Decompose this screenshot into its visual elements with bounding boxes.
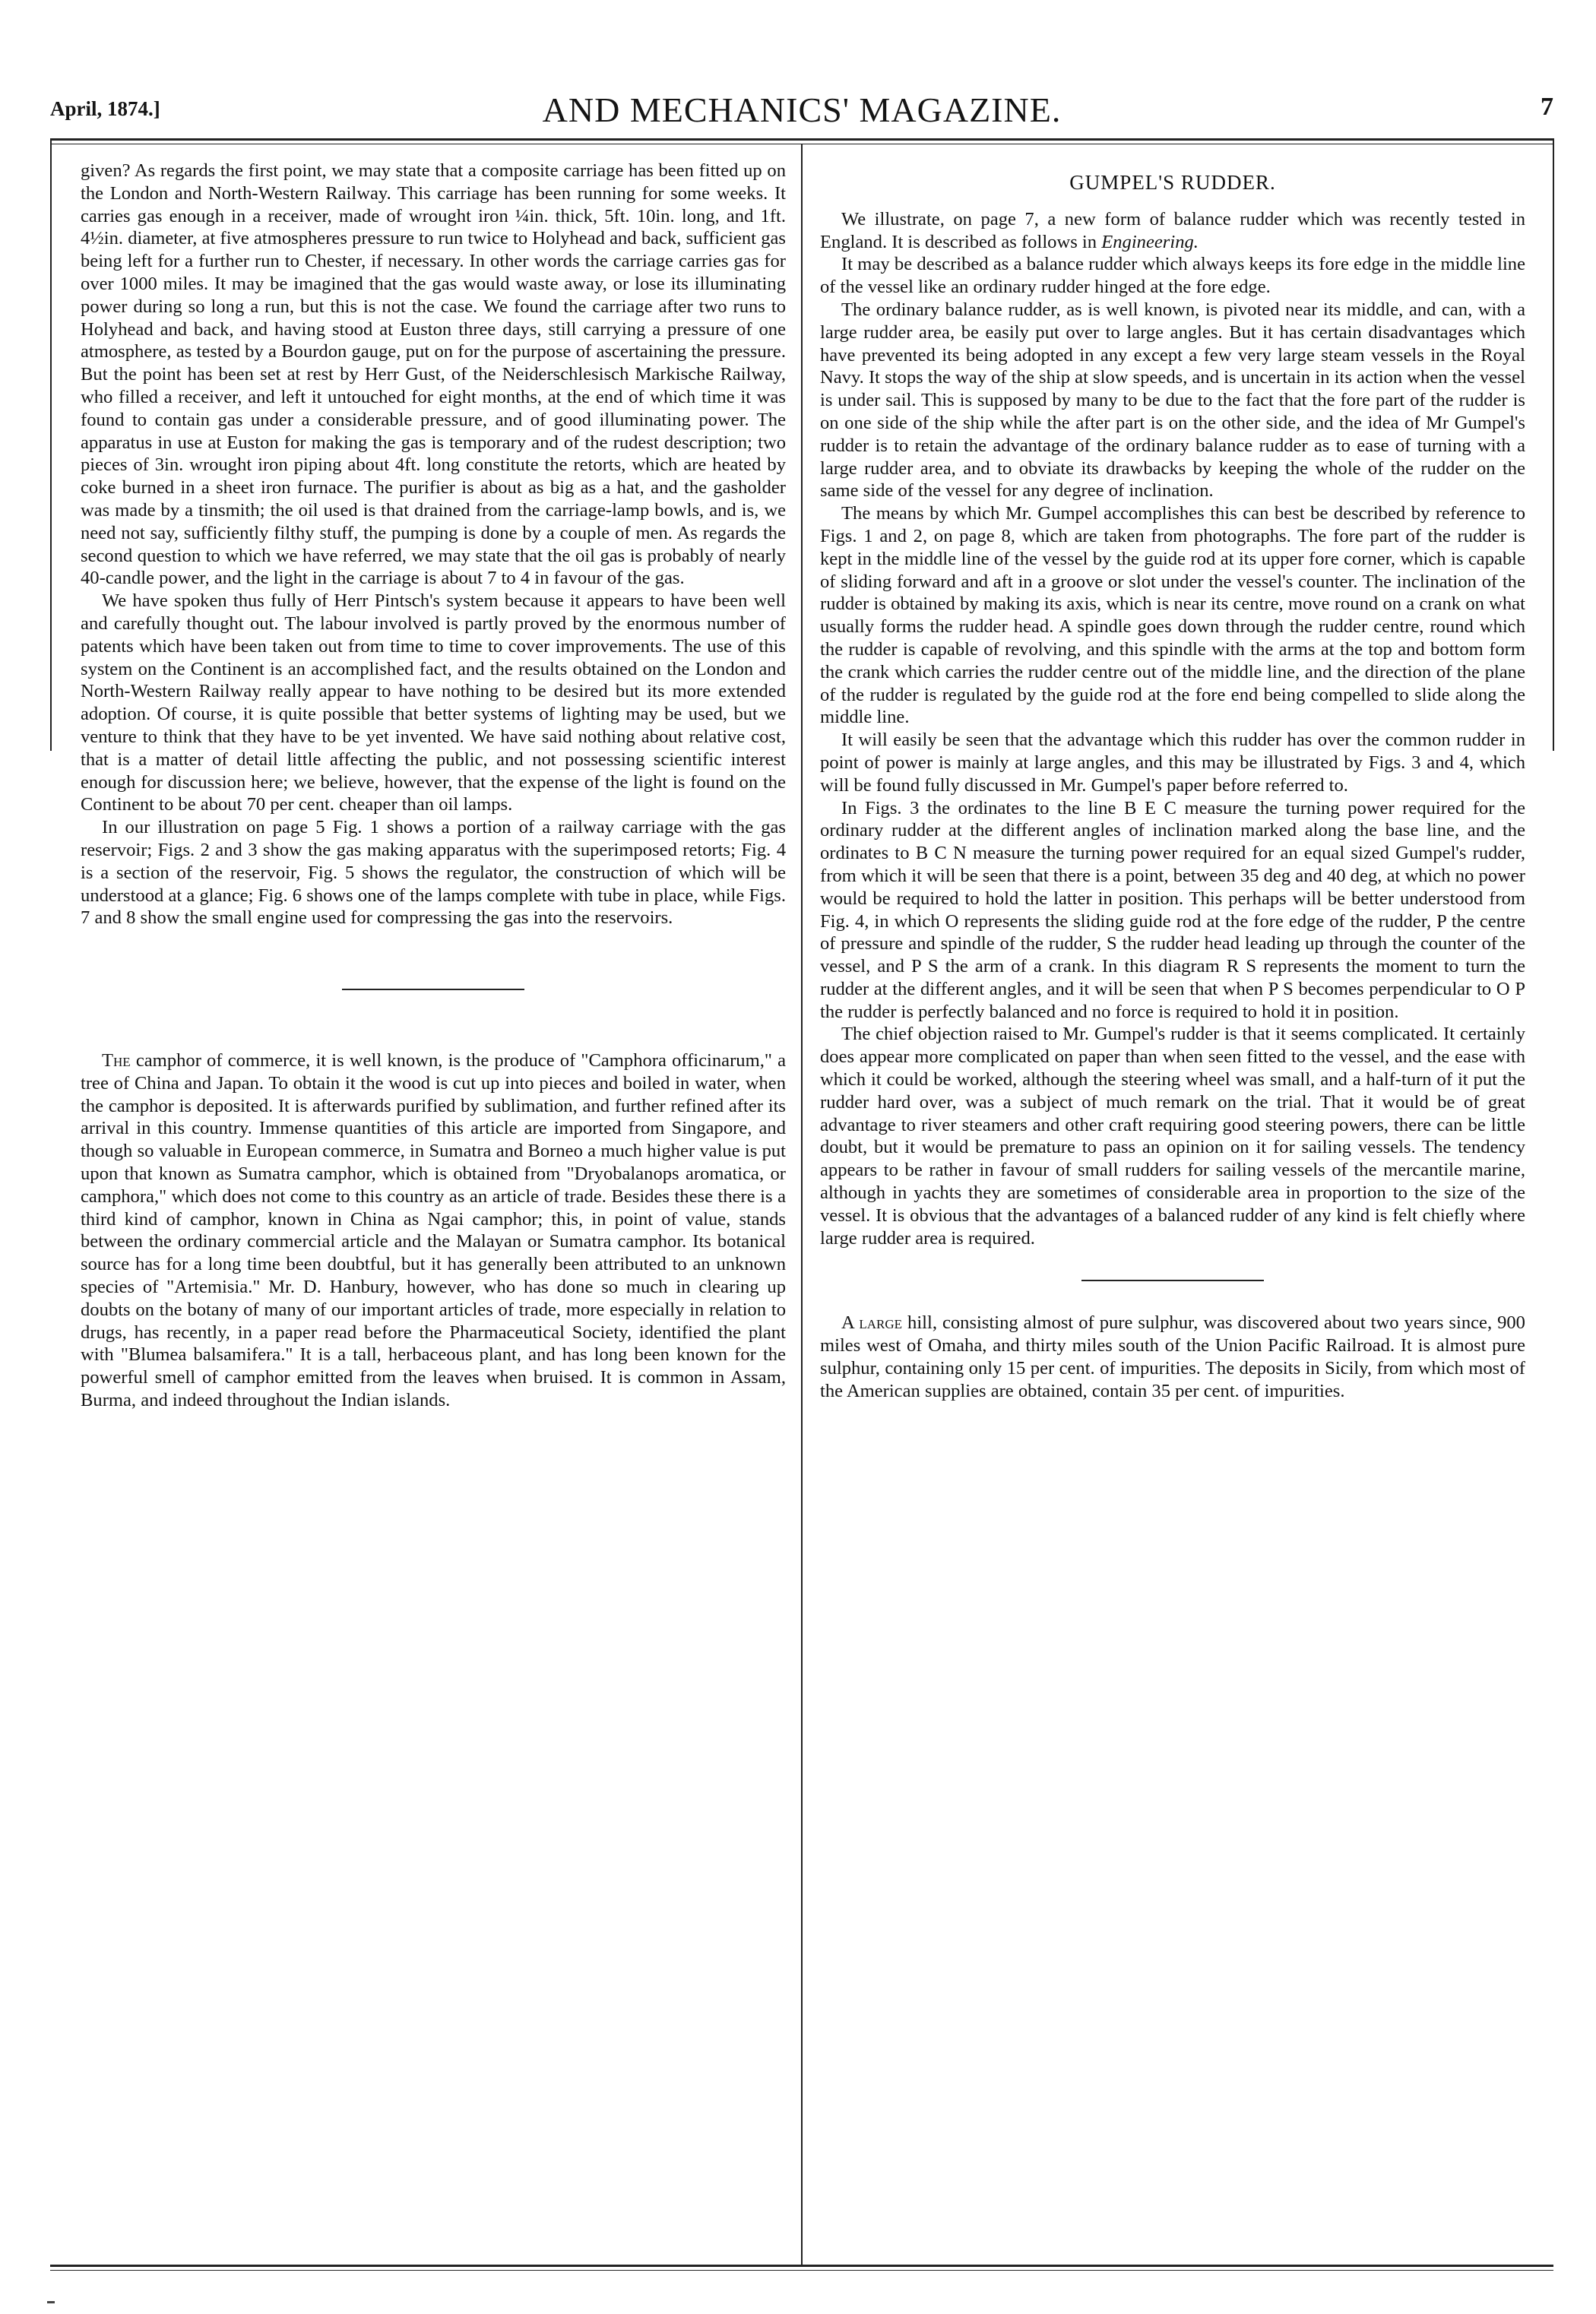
issue-date: April, 1874.] bbox=[50, 97, 160, 120]
article-camphor bbox=[81, 1049, 786, 1412]
article-gumpels-rudder bbox=[820, 172, 1525, 1249]
header-rule bbox=[50, 138, 1553, 141]
paragraph: In our illustration on page 5 Fig. 1 shows a portion of a railway carriage with the gas reservoir; Figs. 2 and 3 show the gas making apparatus with the superimposed retorts; Fig. 4 is a section of the reservoir, Fig. 5 shows the regulator, the construction of which will be understood at a glance; Fig. 6 shows one of the lamps complete with tube in place, while Figs. 7 and 8 show the small engine used for compressing the gas into the reservoirs. bbox=[81, 817, 786, 929]
footer-rule bbox=[50, 2265, 1553, 2267]
page-number: 7 bbox=[1541, 93, 1553, 121]
paragraph: The ordinary balance rudder, as is well known, is pivoted near its middle, and can, with a large rudder area, be easily put over to large angles. But it has certain disadvantages which have prevented its being adopted in any except a few very large steam vessels in the Royal Navy. It stops the way of the ship at slow speeds, and is uncertain in its action when the vessel is under sail. This is supposed by many to be due to the fact that the fore part of the rudder is on one side of the ship while the after part is on the other side, and the idea of Mr Gumpel's rudder is to retain the advantage of the ordinary balance rudder as to ease of turning with a large rudder area, and to obviate its drawbacks by keeping the whole of the rudder on the same side of the vessel for any degree of inclination. bbox=[820, 299, 1525, 502]
article-sulphur-hill bbox=[820, 1312, 1525, 1402]
left-column bbox=[81, 160, 786, 1412]
article-heading: GUMPEL'S RUDDER. bbox=[1069, 171, 1276, 194]
paragraph: The means by which Mr. Gumpel accomplishes this can best be described by reference to Figs. 1 and 2, on page 8, which are taken from photographs. The fore part of the rudder is kept in the middle line of the vessel by the guide rod at its upper fore corner, which is capable of sliding forward and aft in a groove or slot under the vessel's counter. The inclination of the rudder is obtained by making its axis, which is near its centre, move round on a crank on what usually forms the rudder head. A spindle goes down through the rudder centre, round which the rudder is capable of revolving, and this spindle with the arms at the top and bottom form the crank which carries the rudder centre out of the middle line, and the direction of the plane of the rudder is regulated by the guide rod at the fore end being compelled to slide along the middle line. bbox=[820, 503, 1525, 728]
article-separator bbox=[342, 989, 524, 990]
paragraph-text: We illustrate, on page 7, a new form of balance rudder which was recently tested in England. It is described as follows in bbox=[820, 208, 1525, 252]
paragraph bbox=[820, 208, 1525, 254]
footer-rule-thin bbox=[50, 2270, 1553, 2271]
right-border-rule bbox=[1553, 138, 1554, 751]
print-mark bbox=[47, 2301, 55, 2303]
magazine-title: AND MECHANICS' MAGAZINE. bbox=[542, 90, 1062, 129]
paragraph-text: hill, consisting almost of pure sulphur, was discovered about two years since, 900 miles west of Omaha, and thirty miles south of the Union Pacific Railroad. It is almost pure sulphur, containing only 15 per cent. of impurities. The deposits in Sicily, from which most of the American supplies are obtained, contain 35 per cent. of impurities. bbox=[820, 1312, 1525, 1401]
paragraph: It may be described as a balance rudder which always keeps its fore edge in the middle line of the vessel like an ordinary rudder hinged at the fore edge. bbox=[820, 254, 1525, 298]
right-column bbox=[820, 160, 1525, 1403]
paragraph: The chief objection raised to Mr. Gumpel's rudder is that it seems complicated. It certainly does appear more complicated on paper than when seen fitted to the vessel, and the ease with which it could be worked, although the steering wheel was small, and a half-turn of it put the rudder hard over, was a subject of much remark on the trial. That it would be of great advantage to river steamers and other craft requiring good steering powers, there can be little doubt, but it would be premature to pass an opinion on it for sailing vessels. The tendency appears to be rather in favour of small rudders for sailing vessels of the mercantile marine, although in yachts they are sometimes of considerable area in proportion to the size of the vessel. It is obvious that the advantages of a balanced rudder of any kind is felt chiefly where large rudder area is required. bbox=[820, 1024, 1525, 1249]
page-header bbox=[50, 90, 1553, 135]
lead-word: The bbox=[102, 1050, 131, 1072]
paragraph-text: camphor of commerce, it is well known, is the produce of "Camphora officinarum," a tree of China and Japan. To obtain it the wood is cut up into pieces and boiled in water, when the camphor is deposited. It is afterwards purified by sublimation, and further refined after its arrival in this country. Immense quantities of this article are imported from Singapore, and though so valuable in European commerce, in Sumatra and Borneo a much higher value is put upon that known as Sumatra camphor, which is obtained from "Dryobalanops aromatica, or camphora," which does not come to this country as an article of trade. Besides these there is a third kind of camphor, known in China as Ngai camphor; this, in point of value, stands between the ordinary commercial article and the Malayan or Sumatra camphor. Its botanical source has for a long time been doubtful, but it has generally been attributed to an unknown species of "Artemisia." Mr. D. Hanbury, however, who has done so much in clearing up doubts on the botany of many of our important articles of trade, more especially in relation to drugs, has recently, in a paper read before the Pharmaceutical Society, identified the plant with "Blumea balsamifera." It is a tall, herbaceous plant, and has long been known for the powerful smell of camphor emitted from the leaves when bruised. It is common in Assam, Burma, and indeed throughout the Indian islands. bbox=[81, 1050, 786, 1411]
paragraph: We have spoken thus fully of Herr Pintsch's system because it appears to have been well and carefully thought out. The labour involved is partly proved by the enormous number of patents which have been taken out from time to time to cover improvements. The use of this system on the Continent is an accomplished fact, and the results obtained on the London and North-Western Railway really appear to have nothing to be desired but its more extended adoption. Of course, it is quite possible that better systems of lighting may be used, but we venture to think that they have to be yet invented. We have said nothing about relative cost, that is a matter of detail little affecting the public, and not possessing scientific interest enough for discussion here; we believe, however, that the expense of the light is found on the Continent to be about 70 per cent. cheaper than oil lamps. bbox=[81, 590, 786, 815]
article-separator bbox=[1081, 1280, 1264, 1281]
lead-word: A large bbox=[841, 1312, 903, 1334]
column-divider bbox=[801, 144, 803, 2265]
source-name: Engineering. bbox=[1101, 231, 1199, 252]
left-border-rule bbox=[50, 138, 52, 751]
paragraph: In Figs. 3 the ordinates to the line B E C measure the turning power required for the ordinary rudder at the different angles of inclination marked along the base line, and the ordinates to B C N measure the turning power required for an equal sized Gumpel's rudder, from which it will be seen that there is a point, between 35 deg and 40 deg, at which no power would be required to hold the latter in position. This perhaps will be better understood from Fig. 4, in which O represents the sliding guide rod at the fore edge of the rudder, P the centre of pressure and spindle of the rudder, S the rudder head leading up through the counter of the vessel, and P S the arm of a crank. In this diagram R S represents the moment to turn the rudder at the different angles, and it will be seen that when P S becomes perpendicular to O P the rudder is perfectly balanced and no force is required to hold it in position. bbox=[820, 797, 1525, 1022]
paragraph: It will easily be seen that the advantage which this rudder has over the common rudder in point of power is mainly at large angles, and this may be illustrated by Figs. 3 and 4, which will be found fully discussed in Mr. Gumpel's paper before referred to. bbox=[820, 730, 1525, 796]
paragraph bbox=[81, 1049, 786, 1412]
paragraph: given? As regards the first point, we may state that a composite carriage has been fitted up on the London and North-Western Railway. This carriage has been running for some weeks. It carries gas enough in a receiver, made of wrought iron ¼in. thick, 5ft. 10in. long, and 1ft. 4½in. diameter, at five atmospheres pressure to run twice to Holyhead and back, sufficient gas being left for a further run to Chester, if necessary. In other words the carriage carries gas for over 1000 miles. It may be imagined that the gas would waste away, or lose its illuminating power during so long a run, but this is not the case. We found the carriage after two runs to Holyhead and back, and having stood at Euston three days, still carrying a pressure of one atmosphere, as tested by a Bourdon gauge, put on for the purpose of ascertaining the pressure. But the point has been set at rest by Herr Gust, of the Neiderschlesisch Markische Railway, who filled a receiver, and left it untouched for eight months, at the end of which time it was found to contain gas under a considerable pressure, and of good illuminating power. The apparatus in use at Euston for making the gas is temporary and of the rudest description; two pieces of 3in. wrought iron piping about 4ft. long constitute the retorts, which are heated by coke burned in a sheet iron furnace. The purifier is about as big as a hat, and the gasholder was made by a tinsmith; the oil used is that drained from the carriage-lamp bowls, and is, we need not say, sufficiently filthy stuff, the pumping is done by a couple of men. As regards the second question to which we have referred, we may state that the oil gas is probably of nearly 40-candle power, and the light in the carriage is about 7 to 4 in favour of the gas. bbox=[81, 160, 786, 589]
article-gas-lighting bbox=[81, 160, 786, 929]
paragraph bbox=[820, 1312, 1525, 1402]
